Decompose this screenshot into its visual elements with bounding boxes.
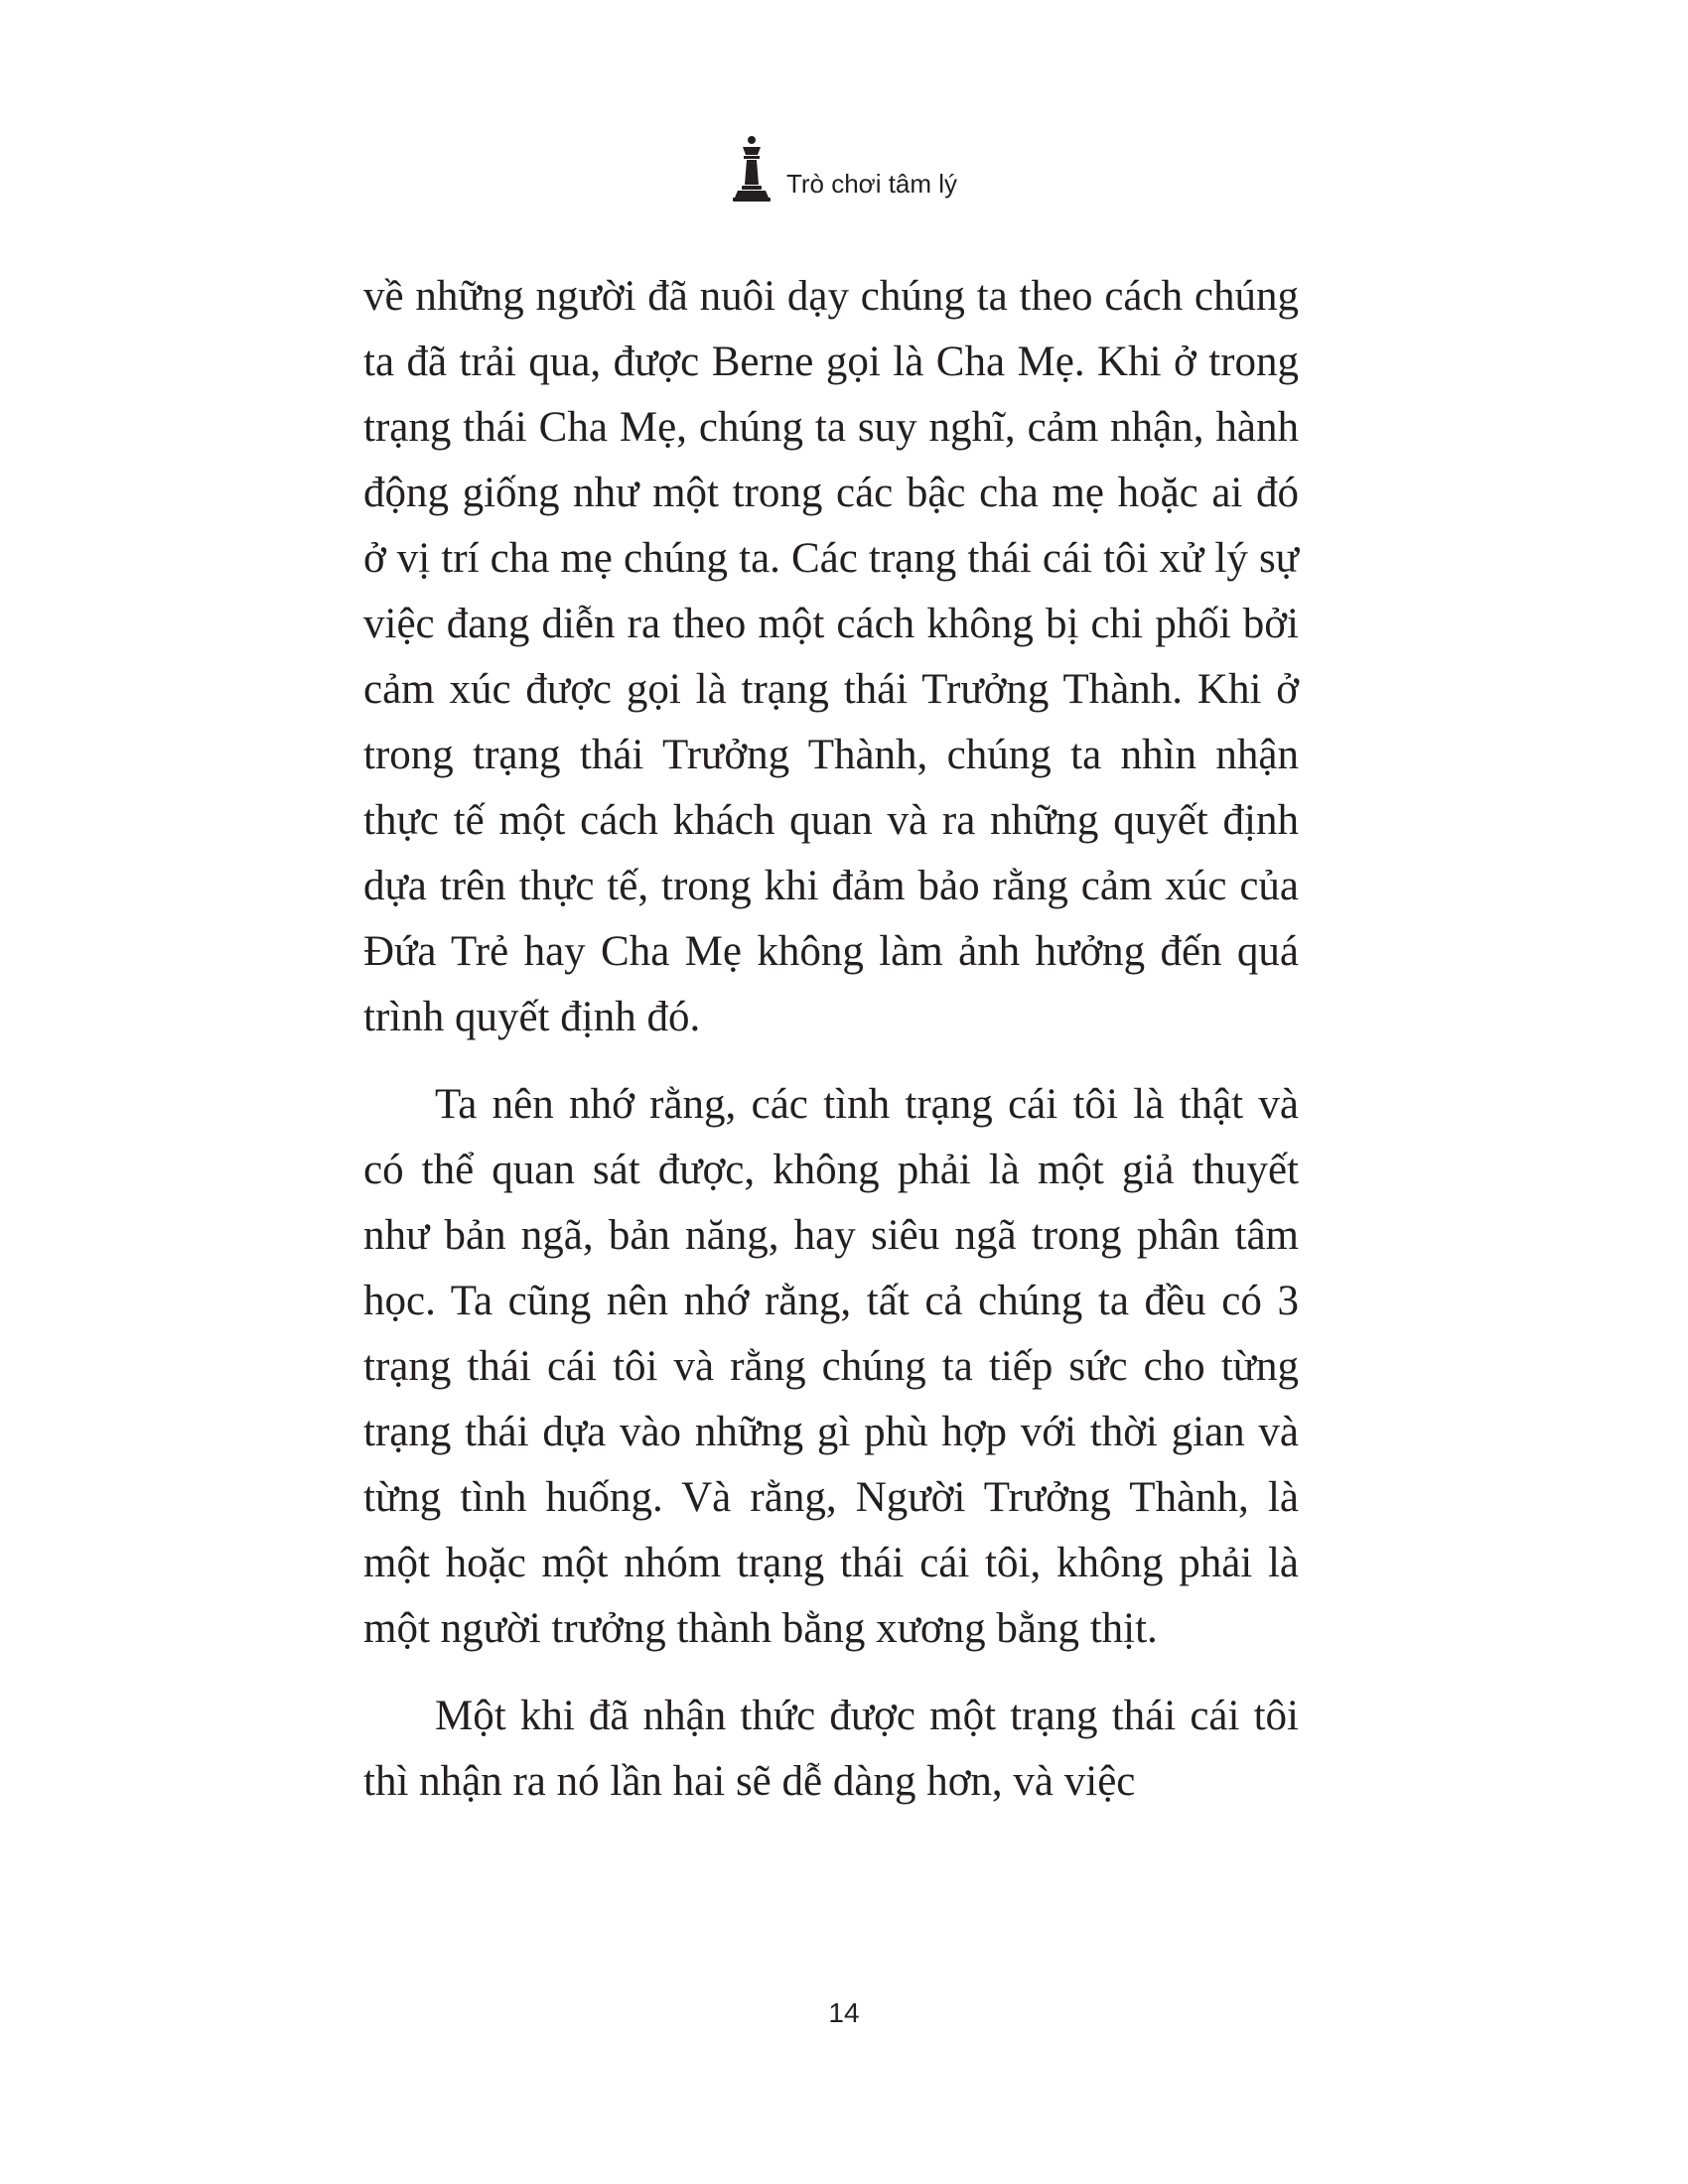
running-header-group: [731, 135, 957, 203]
running-header: [0, 131, 1688, 203]
paragraph-1: về những người đã nuôi dạy chúng ta theo cách chúng ta đã trải qua, được Berne gọi là Cha Mẹ. Khi ở trong trạng thái Cha Mẹ, chúng ta suy nghĩ, cảm nhận, hành động giống như một trong các bậc cha mẹ hoặc ai đó ở vị trí cha mẹ chúng ta. Các trạng thái cái tôi xử lý sự việc đang diễn ra theo một cách không bị chi phối bởi cảm xúc được gọi là trạng thái Trưởng Thành. Khi ở trong trạng thái Trưởng Thành, chúng ta nhìn nhận thực tế một cách khách quan và ra những quyết định dựa trên thực tế, trong khi đảm bảo rằng cảm xúc của Đứa Trẻ hay Cha Mẹ không làm ảnh hưởng đến quá trình quyết định đó.: [363, 273, 1299, 1040]
body-text: [363, 264, 1299, 1815]
page-number: 14: [828, 1997, 860, 2028]
paragraph-2: Ta nên nhớ rằng, các tình trạng cái tôi là thật và có thể quan sát được, không phải là một giả thuyết như bản ngã, bản năng, hay siêu ngã trong phân tâm học. Ta cũng nên nhớ rằng, tất cả chúng ta đều có 3 trạng thái cái tôi và rằng chúng ta tiếp sức cho từng trạng thái dựa vào những gì phù hợp với thời gian và từng tình huống. Và rằng, Người Trưởng Thành, là một hoặc một nhóm trạng thái cái tôi, không phải là một người trưởng thành bằng xương bằng thịt.: [363, 1081, 1299, 1652]
paragraph-3: Một khi đã nhận thức được một trạng thái cái tôi thì nhận ra nó lần hai sẽ dễ dàng hơn, và việc: [363, 1693, 1299, 1805]
running-header-title: Trò chơi tâm lý: [785, 169, 958, 199]
chess-queen-icon: [731, 135, 773, 203]
